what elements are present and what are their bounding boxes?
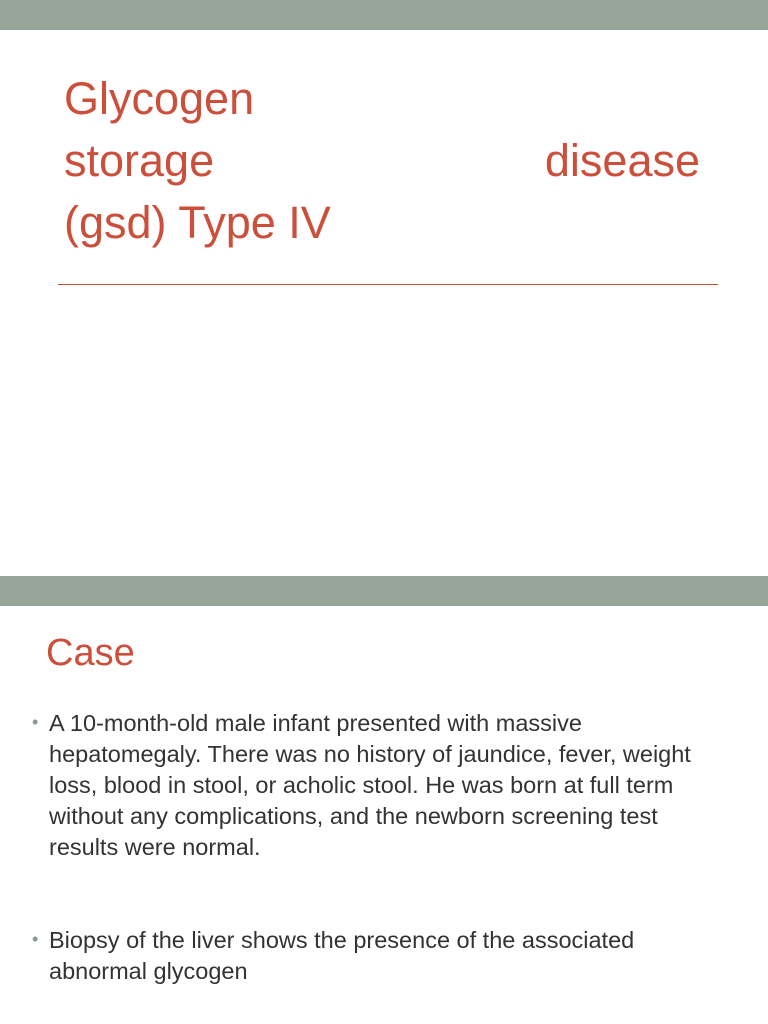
title-line-3: [64, 192, 700, 254]
case-bullet-list: [32, 708, 732, 987]
case-heading: Case: [46, 632, 135, 674]
list-item: [32, 925, 732, 987]
title-word: disease: [544, 135, 700, 186]
bullet-icon: •: [32, 929, 39, 949]
title-word: Glycogen: [64, 73, 255, 124]
title-word: storage: [64, 135, 215, 186]
title-line-2: [64, 130, 700, 192]
slide-header-bar: [0, 0, 768, 30]
bullet-icon: •: [32, 712, 39, 732]
title-underline-rule: [58, 284, 718, 285]
bullet-text: A 10-month-old male infant presented with massive hepatomegaly. There was no history of jaundice, fever, weight loss, blood in stool, or acholic stool. He was born at full term without any complications, and the newborn screening test results were normal.: [49, 710, 691, 860]
title-line-1: [64, 68, 700, 130]
slide-title: [64, 68, 700, 254]
title-word: (gsd) Type IV: [64, 197, 331, 248]
slide-header-bar: [0, 576, 768, 606]
bullet-text: Biopsy of the liver shows the presence of the associated abnormal glycogen: [49, 927, 635, 984]
list-item: [32, 708, 732, 863]
